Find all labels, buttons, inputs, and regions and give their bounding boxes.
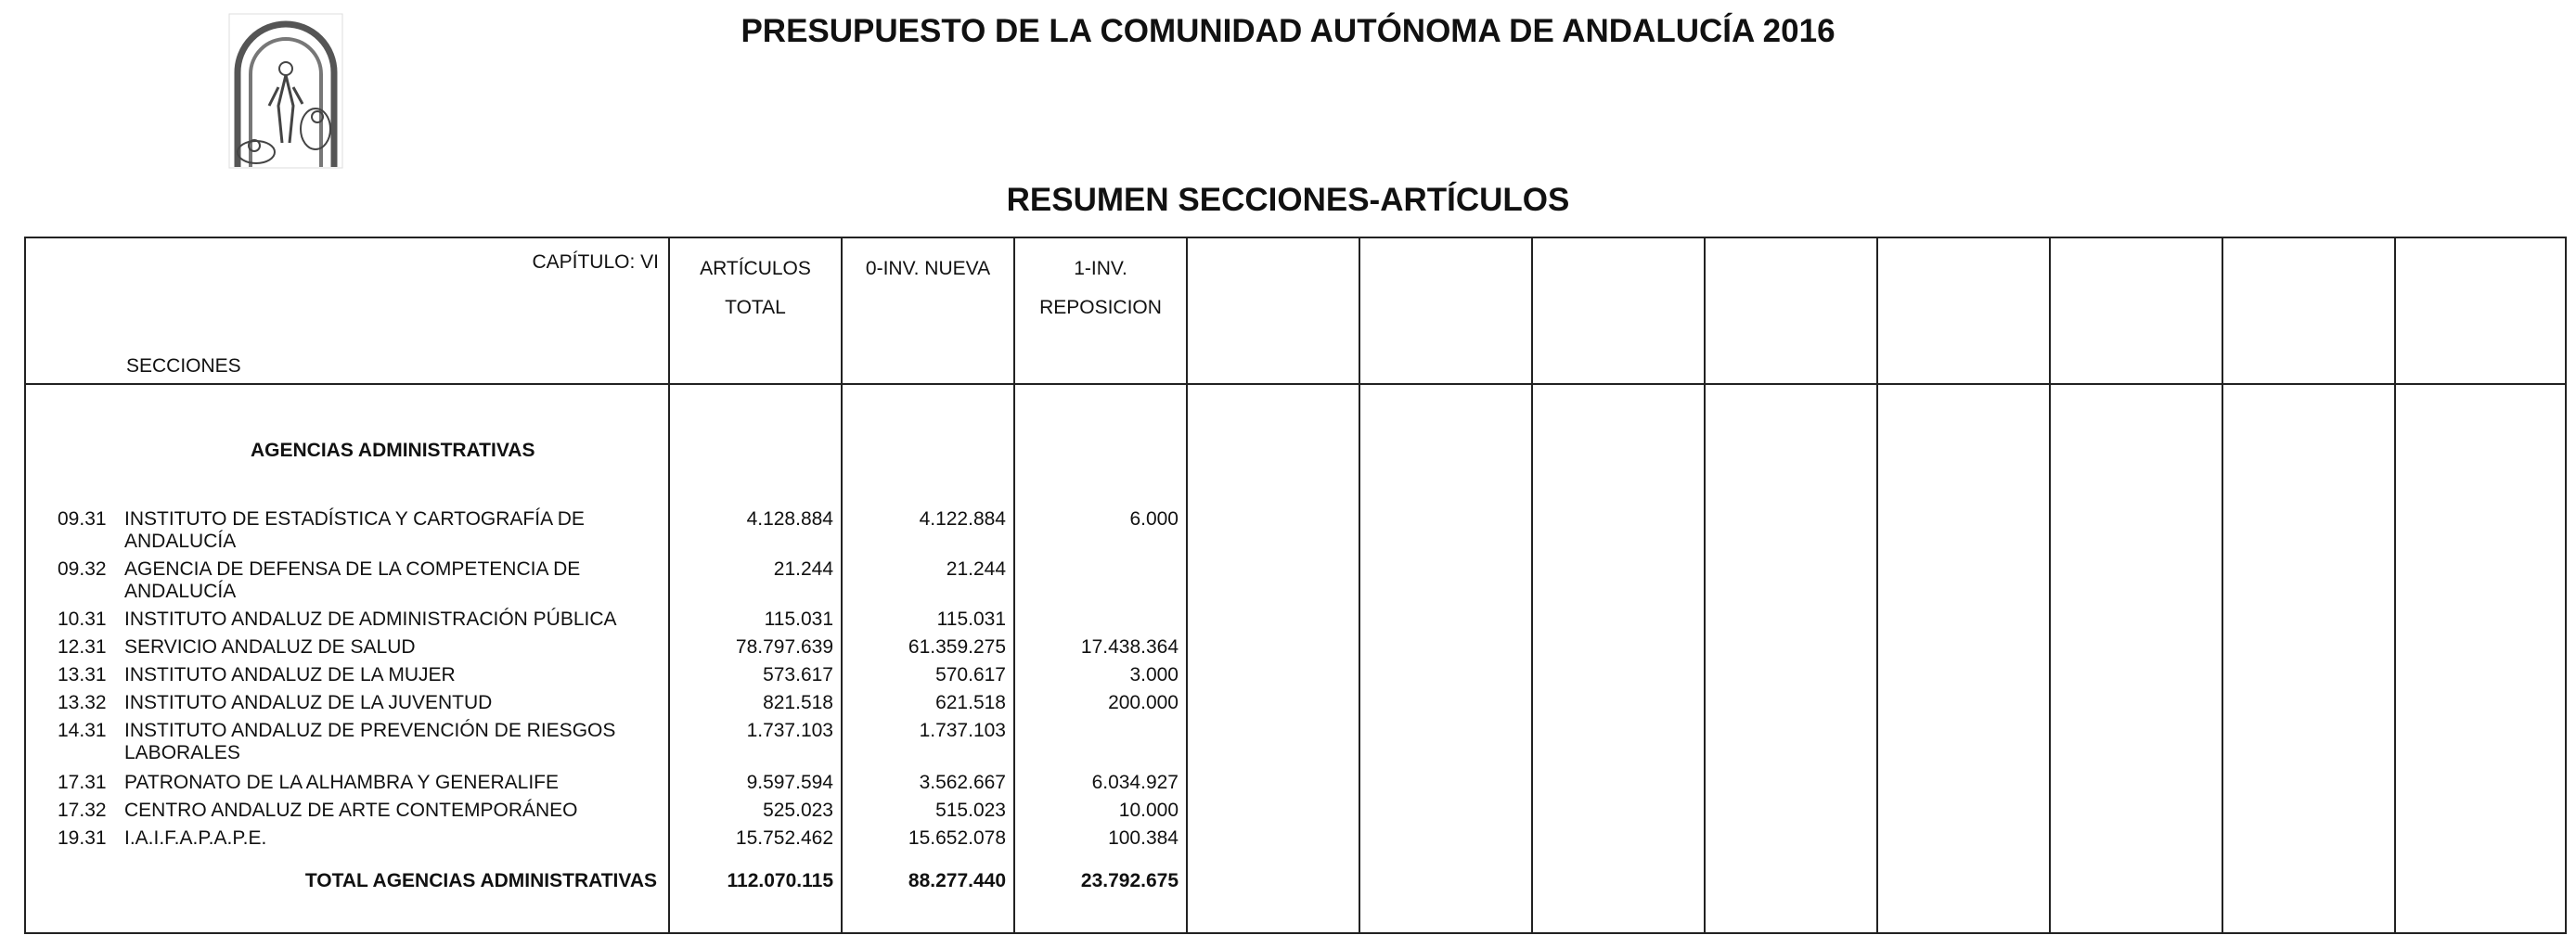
section-code: 12.31 xyxy=(58,636,107,658)
value-total: 821.518 xyxy=(763,692,833,713)
section-name: INSTITUTO ANDALUZ DE ADMINISTRACIÓN PÚBLICA xyxy=(124,609,617,630)
header-total-cell xyxy=(669,237,842,384)
total-label: TOTAL AGENCIAS ADMINISTRATIVAS xyxy=(304,870,657,891)
value-nueva: 4.122.884 xyxy=(919,508,1006,530)
total-value-reposicion: 23.792.675 xyxy=(1080,870,1179,891)
value-reposicion: 10.000 xyxy=(1118,800,1179,821)
empty-column xyxy=(1877,237,2050,384)
value-reposicion: 3.000 xyxy=(1129,664,1179,685)
section-code: 09.31 xyxy=(58,508,107,530)
total-value-total: 112.070.115 xyxy=(727,870,833,891)
capitulo-label: CAPÍTULO: VI xyxy=(532,251,659,273)
column-header-line: 0-INV. NUEVA xyxy=(865,258,991,279)
section-code: 17.31 xyxy=(58,772,107,793)
secciones-label: SECCIONES xyxy=(126,355,241,377)
total-value-nueva: 88.277.440 xyxy=(908,870,1006,891)
page-subtitle: RESUMEN SECCIONES-ARTÍCULOS xyxy=(1006,182,1570,218)
table-body-row xyxy=(25,384,2566,933)
value-total: 78.797.639 xyxy=(735,636,833,658)
header-reposicion-cell xyxy=(1014,237,1187,384)
section-name: I.A.I.F.A.P.A.P.E. xyxy=(124,827,267,849)
section-name: INSTITUTO ANDALUZ DE PREVENCIÓN DE RIESGOS LABORALES xyxy=(124,720,616,763)
section-name: INSTITUTO DE ESTADÍSTICA Y CARTOGRAFÍA DE ANDALUCÍA xyxy=(124,508,585,552)
column-header-line: REPOSICION xyxy=(1039,297,1162,318)
empty-column xyxy=(2222,237,2395,384)
value-nueva: 570.617 xyxy=(935,664,1006,685)
section-code: 13.32 xyxy=(58,692,107,713)
column-header-line: ARTÍCULOS xyxy=(700,258,811,279)
value-nueva: 15.652.078 xyxy=(908,827,1006,849)
value-total: 9.597.594 xyxy=(746,772,833,793)
section-code: 13.31 xyxy=(58,664,107,685)
value-total: 1.737.103 xyxy=(746,720,833,741)
value-total: 21.244 xyxy=(773,558,833,580)
section-code: 19.31 xyxy=(58,827,107,849)
table-header-row xyxy=(25,237,2566,384)
value-reposicion: 100.384 xyxy=(1108,827,1179,849)
value-reposicion: 17.438.364 xyxy=(1080,636,1179,658)
value-nueva: 21.244 xyxy=(946,558,1006,580)
section-name: INSTITUTO ANDALUZ DE LA JUVENTUD xyxy=(124,692,493,713)
value-nueva: 3.562.667 xyxy=(919,772,1006,793)
value-total: 15.752.462 xyxy=(735,827,833,849)
empty-column xyxy=(2395,237,2566,384)
column-header-line: 1-INV. xyxy=(1074,258,1127,279)
empty-column xyxy=(2050,237,2222,384)
empty-column xyxy=(1359,237,1532,384)
column-header-line: TOTAL xyxy=(725,297,786,318)
section-name: INSTITUTO ANDALUZ DE LA MUJER xyxy=(124,664,456,685)
value-nueva: 621.518 xyxy=(935,692,1006,713)
value-reposicion: 200.000 xyxy=(1108,692,1179,713)
value-nueva: 1.737.103 xyxy=(919,720,1006,741)
header-nueva-cell xyxy=(842,237,1014,384)
group-title: AGENCIAS ADMINISTRATIVAS xyxy=(251,440,535,461)
value-reposicion: 6.034.927 xyxy=(1091,772,1179,793)
header-sections-cell xyxy=(25,237,669,384)
value-total: 4.128.884 xyxy=(746,508,833,530)
value-nueva: 115.031 xyxy=(936,609,1006,630)
value-nueva: 515.023 xyxy=(935,800,1006,821)
section-code: 17.32 xyxy=(58,800,107,821)
value-total: 525.023 xyxy=(763,800,833,821)
empty-column xyxy=(1187,237,1359,384)
section-name: CENTRO ANDALUZ DE ARTE CONTEMPORÁNEO xyxy=(124,800,578,821)
section-code: 09.32 xyxy=(58,558,107,580)
empty-column xyxy=(1705,237,1877,384)
section-name: SERVICIO ANDALUZ DE SALUD xyxy=(124,636,416,658)
section-name: PATRONATO DE LA ALHAMBRA Y GENERALIFE xyxy=(124,772,559,793)
section-name: AGENCIA DE DEFENSA DE LA COMPETENCIA DE ANDALUCÍA xyxy=(124,558,581,602)
value-reposicion: 6.000 xyxy=(1129,508,1179,530)
section-code: 10.31 xyxy=(58,609,107,630)
value-total: 573.617 xyxy=(763,664,833,685)
empty-column xyxy=(1532,237,1705,384)
section-code: 14.31 xyxy=(58,720,107,741)
value-total: 115.031 xyxy=(764,609,833,630)
value-nueva: 61.359.275 xyxy=(908,636,1006,658)
